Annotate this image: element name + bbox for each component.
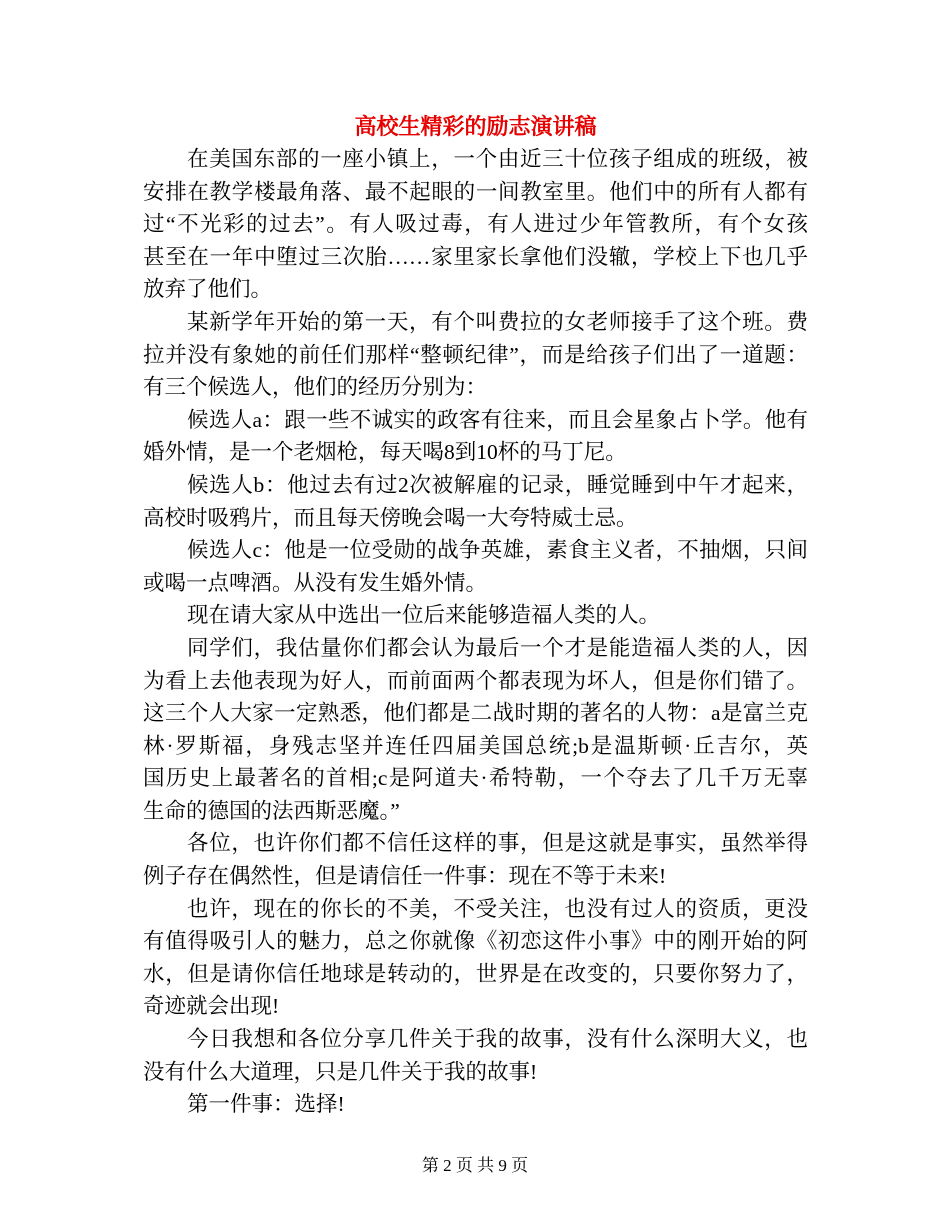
document-title: 高校生精彩的励志演讲稿 <box>354 114 597 139</box>
paragraph-line: 水，但是请你信任地球是转动的，世界是在改变的，只要你努力了， <box>143 961 808 986</box>
paragraph-line: 在美国东部的一座小镇上，一个由近三十位孩子组成的班级，被 <box>187 147 808 171</box>
paragraph-line: 过“不光彩的过去”。有人吸过毒，有人进过少年管教所，有个女孩 <box>143 212 808 237</box>
paragraph <box>143 1088 808 1121</box>
paragraph <box>143 534 808 599</box>
paragraph-line: 放弃了他们。 <box>143 277 273 302</box>
paragraph-line: 奇迹就会出现! <box>143 994 280 1019</box>
paragraph-line: 各位，也许你们都不信任这样的事，但是这就是事实，虽然举得 <box>187 831 808 856</box>
paragraph-line: 生命的德国的法西斯恶魔。” <box>143 798 400 823</box>
paragraph-line: 高校时吸鸦片，而且每天傍晚会喝一大夸特威士忌。 <box>143 505 638 530</box>
paragraph-line: 为看上去他表现为好人，而前面两个都表现为坏人，但是你们错了。 <box>143 668 808 693</box>
paragraph-line: 国历史上最著名的首相;c是阿道夫·希特勒，一个夺去了几千万无辜 <box>143 766 808 791</box>
paragraph <box>143 404 808 469</box>
paragraph-line: 候选人c：他是一位受勋的战争英雄，素食主义者，不抽烟，只间 <box>187 538 808 563</box>
paragraph-line: 现在请大家从中选出一位后来能够造福人类的人。 <box>187 603 661 628</box>
paragraph-line: 林·罗斯福，身残志坚并连任四届美国总统;b是温斯顿·丘吉尔，英 <box>143 733 808 758</box>
paragraph-line: 没有什么大道理，只是几件关于我的故事! <box>143 1059 538 1084</box>
paragraph-line: 同学们，我估量你们都会认为最后一个才是能造福人类的人，因 <box>187 635 808 660</box>
paragraph-line: 也许，现在的你长的不美，不受关注，也没有过人的资质，更没 <box>187 896 808 921</box>
document-page <box>143 111 808 1121</box>
paragraph-line: 或喝一点啤酒。从没有发生婚外情。 <box>143 570 488 595</box>
paragraph <box>143 893 808 1023</box>
paragraph <box>143 599 808 632</box>
paragraph-line: 某新学年开始的第一天，有个叫费拉的女老师接手了这个班。费 <box>187 309 808 334</box>
paragraph-line: 有三个候选人，他们的经历分别为： <box>143 375 488 400</box>
paragraph-line: 候选人b：他过去有过2次被解雇的记录，睡觉睡到中午才起来， <box>187 472 808 497</box>
paragraph-line: 有值得吸引人的魅力，总之你就像《初恋这件小事》中的刚开始的阿 <box>143 929 808 954</box>
paragraph-line: 这三个人大家一定熟悉，他们都是二战时期的著名的人物：a是富兰克 <box>143 701 808 726</box>
paragraph-line: 安排在教学楼最角落、最不起眼的一间教室里。他们中的所有人都有 <box>143 179 808 204</box>
paragraph-line: 甚至在一年中堕过三次胎……家里家长拿他们没辙，学校上下也几乎 <box>143 244 808 269</box>
paragraph-line: 拉并没有象她的前任们那样“整顿纪律”，而是给孩子们出了一道题： <box>143 342 808 367</box>
paragraph-line: 婚外情，是一个老烟枪，每天喝8到10杯的马丁尼。 <box>143 440 627 465</box>
paragraph-line: 例子存在偶然性，但是请信任一件事：现在不等于未来! <box>143 864 667 889</box>
paragraph-line: 候选人a：跟一些不诚实的政客有往来，而且会星象占卜学。他有 <box>187 407 808 432</box>
paragraph <box>143 469 808 534</box>
paragraph <box>143 306 808 404</box>
paragraph-line: 第一件事：选择! <box>187 1092 345 1117</box>
paragraph-line: 今日我想和各位分享几件关于我的故事，没有什么深明大义，也 <box>187 1027 808 1052</box>
paragraph <box>143 1023 808 1088</box>
page-footer: 第 2 页 共 9 页 <box>421 1156 529 1175</box>
paragraph <box>143 632 808 828</box>
paragraph <box>143 827 808 892</box>
paragraph <box>143 143 808 306</box>
